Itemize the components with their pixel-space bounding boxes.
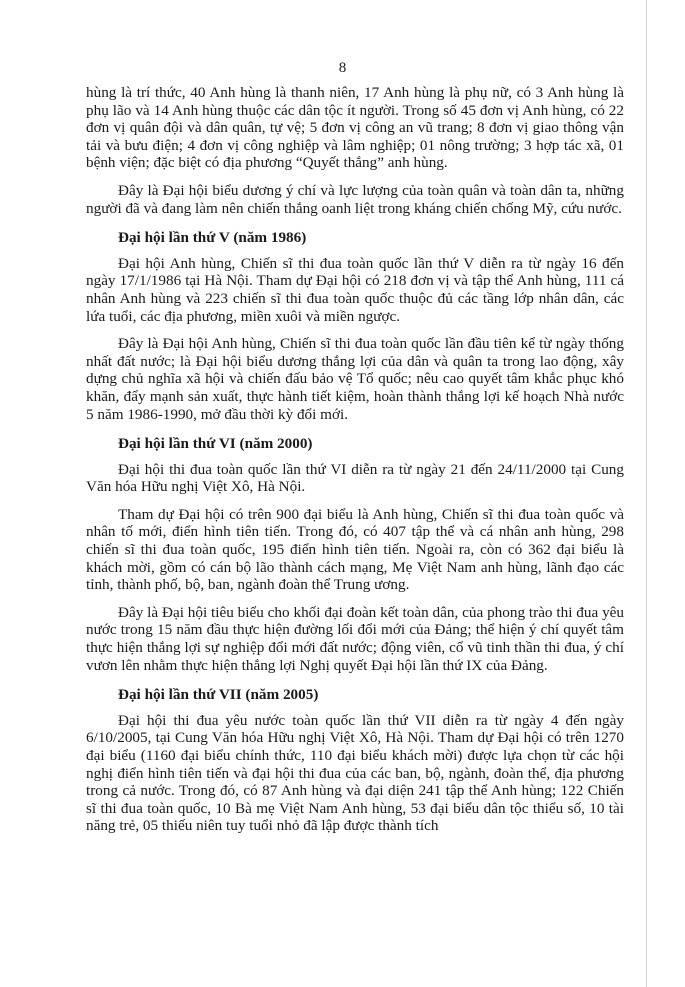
section-heading-vii: Đại hội lần thứ VII (năm 2005) bbox=[118, 686, 319, 704]
page-number: 8 bbox=[338, 60, 347, 76]
paragraph-intro-continuation: hùng là trí thức, 40 Anh hùng là thanh niên, 17 Anh hùng là phụ nữ, có 3 Anh hùng là phụ lão và 14 Anh hùng thuộc các dân tộc ít người. Trong số 45 đơn vị Anh hùng, có 22 đơn vị quân đội và dân quân, tự vệ; 5 đơn vị công an vũ trang; 8 đơn vị giao thông vận tải và bưu điện; 4 đơn vị công nghiệp và lâm nghiệp; 01 nông trường; 3 hợp tác xã, 01 bệnh viện; đặc biệt có địa phương “Quyết thắng” anh hùng. bbox=[86, 84, 624, 172]
section-heading-vi: Đại hội lần thứ VI (năm 2000) bbox=[118, 435, 313, 453]
paragraph-vi-2: Tham dự Đại hội có trên 900 đại biểu là Anh hùng, Chiến sĩ thi đua toàn quốc và nhân tố mới, điển hình tiên tiến. Trong đó, có 407 tập thể và cá nhân anh hùng, 298 chiến sĩ thi đua toàn quốc, 195 điển hình tiên tiến. Ngoài ra, còn có 362 đại biểu là khách mời, gồm có cán bộ lão thành cách mạng, Mẹ Việt Nam anh hùng, lãnh đạo các tỉnh, thành phố, bộ, ban, ngành đoàn thể Trung ương. bbox=[86, 505, 624, 594]
document-body bbox=[86, 84, 624, 835]
paragraph-v-1: Đại hội Anh hùng, Chiến sĩ thi đua toàn quốc lần thứ V diễn ra từ ngày 16 đến ngày 17/1/1986 tại Hà Nội. Tham dự Đại hội có 218 đơn vị và tập thể Anh hùng, 111 cá nhân Anh hùng và 223 chiến sĩ thi đua toàn quốc thuộc đủ các tầng lớp nhân dân, các lứa tuổi, các địa phương, miền xuôi và miền ngược. bbox=[86, 254, 624, 325]
paragraph-v-2: Đây là Đại hội Anh hùng, Chiến sĩ thi đua toàn quốc lần đầu tiên kể từ ngày thống nhất đất nước; là Đại hội biểu dương thắng lợi của dân và quân ta trong lao động, xây dựng chủ nghĩa xã hội và chiến đấu bảo vệ Tổ quốc; nêu cao quyết tâm khắc phục khó khăn, đẩy mạnh sản xuất, thực hành tiết kiệm, hoàn thành thắng lợi kế hoạch Nhà nước 5 năm 1986-1990, mở đầu thời kỳ đổi mới. bbox=[86, 335, 624, 423]
paragraph-vi-1: Đại hội thi đua toàn quốc lần thứ VI diễn ra từ ngày 21 đến 24/11/2000 tại Cung Văn hóa Hữu nghị Việt Xô, Hà Nội. bbox=[86, 460, 624, 496]
page-edge-line bbox=[646, 0, 647, 987]
paragraph-vi-3: Đây là Đại hội tiêu biểu cho khối đại đoàn kết toàn dân, của phong trào thi đua yêu nước trong 15 năm đầu thực hiện đường lối đổi mới của Đảng; thể hiện ý chí quyết tâm thực hiện thắng lợi sự nghiệp đổi mới đất nước; động viên, cổ vũ tinh thần thi đua, ý chí vươn lên nhằm thực hiện thắng lợi Nghị quyết Đại hội lần thứ IX của Đảng. bbox=[86, 603, 624, 674]
section-heading-v: Đại hội lần thứ V (năm 1986) bbox=[118, 229, 307, 247]
paragraph-vii-1: Đại hội thi đua yêu nước toàn quốc lần thứ VII diễn ra từ ngày 4 đến ngày 6/10/2005, tại Cung Văn hóa Hữu nghị Việt Xô, Hà Nội. Tham dự Đại hội có trên 1270 đại biểu (1160 đại biểu chính thức, 110 đại biểu khách mời) được lựa chọn từ các hội nghị điển hình tiên tiến và đại hội thi đua của các ban, bộ, ngành, đoàn thể, địa phương trong cả nước. Trong đó, có 87 Anh hùng và đại diện 241 tập thể Anh hùng; 122 Chiến sĩ thi đua toàn quốc, 10 Bà mẹ Việt Nam Anh hùng, 53 đại biểu dân tộc thiểu số, 10 tài năng trẻ, 05 thiếu niên tuy tuổi nhỏ đã lập được thành tích bbox=[86, 711, 624, 835]
paragraph-intro-summary: Đây là Đại hội biểu dương ý chí và lực lượng của toàn quân và toàn dân ta, những người đã và đang làm nên chiến thắng oanh liệt trong kháng chiến chống Mỹ, cứu nước. bbox=[86, 181, 624, 217]
